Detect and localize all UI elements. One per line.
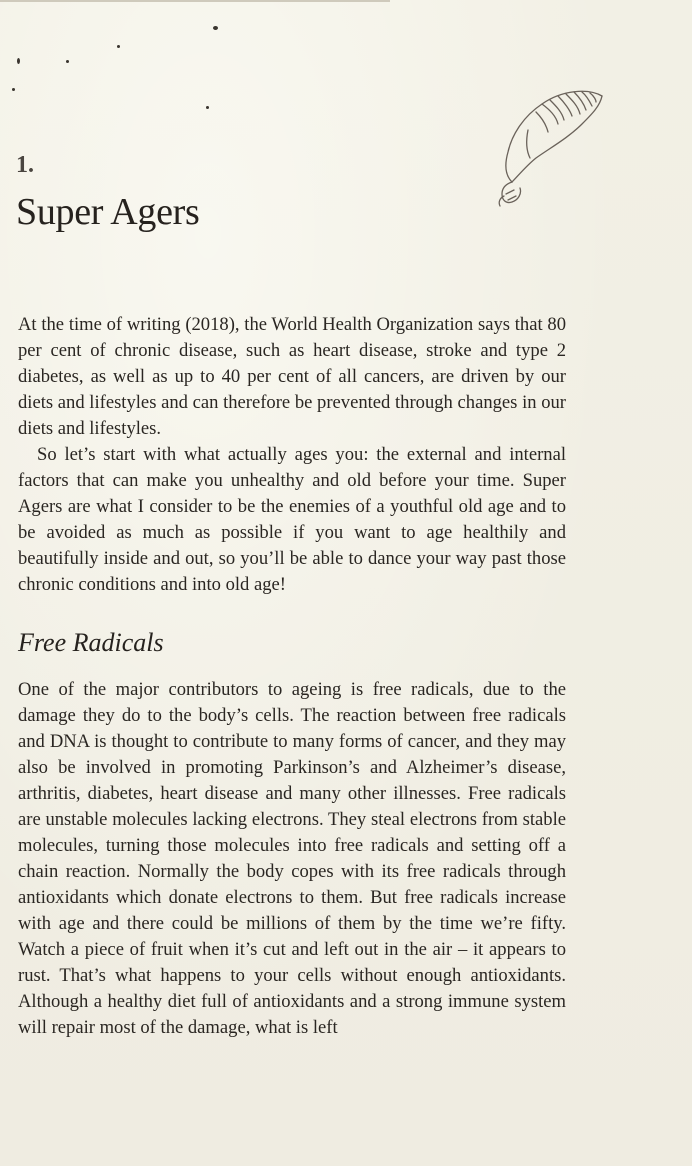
paper-speck <box>17 58 20 64</box>
paper-speck <box>206 106 209 109</box>
chapter-title: Super Agers <box>16 191 200 233</box>
chapter-number: 1. <box>16 152 34 178</box>
intro-paragraph: At the time of writing (2018), the World Health Organization says that 80 per cent of chronic disease, such as heart disease, stroke and type 2 diabetes, as well as up to 40 per cent of all cancers, are driven by our diets and lifestyles and can therefore be prevented through changes in our diets and lifestyles. <box>18 314 566 439</box>
shell-icon <box>492 84 612 210</box>
paper-speck <box>213 26 218 30</box>
section-heading: Free Radicals <box>18 628 164 657</box>
paper-speck <box>117 45 120 48</box>
page-top-edge <box>0 0 390 2</box>
section-paragraph: One of the major contributors to ageing is free radicals, due to the damage they do to the body’s cells. The reaction between free radicals and DNA is thought to contribute to many forms of cancer, and they may also be involved in promoting Parkinson’s and Alzheimer’s disease, arthritis, diabetes, heart disease and many other illnesses. Free radicals are unstable molecules lacking electrons. They steal electrons from stable molecules, turning those molecules into free radicals and setting off a chain reaction. Normally the body copes with its free radicals through antioxidants which donate electrons to them. But free radicals increase with age and there could be millions of them by the time we’re fifty. Watch a piece of fruit when it’s cut and left out in the air – it appears to rust. That’s what happens to your cells without enough antioxidants. Although a healthy diet full of antioxidants and a strong immune system will repair most of the damage, what is left <box>18 679 566 1038</box>
paper-speck <box>66 60 69 63</box>
paper-speck <box>12 88 15 91</box>
intro-paragraph: So let’s start with what actually ages you: the external and internal factors that can make you unhealthy and old before your time. Super Agers are what I consider to be the enemies of a youthful old age and to be avoided as much as possible if you want to age healthily and beautifully inside and out, so you’ll be able to dance your way past those chronic conditions and into old age! <box>18 444 566 595</box>
